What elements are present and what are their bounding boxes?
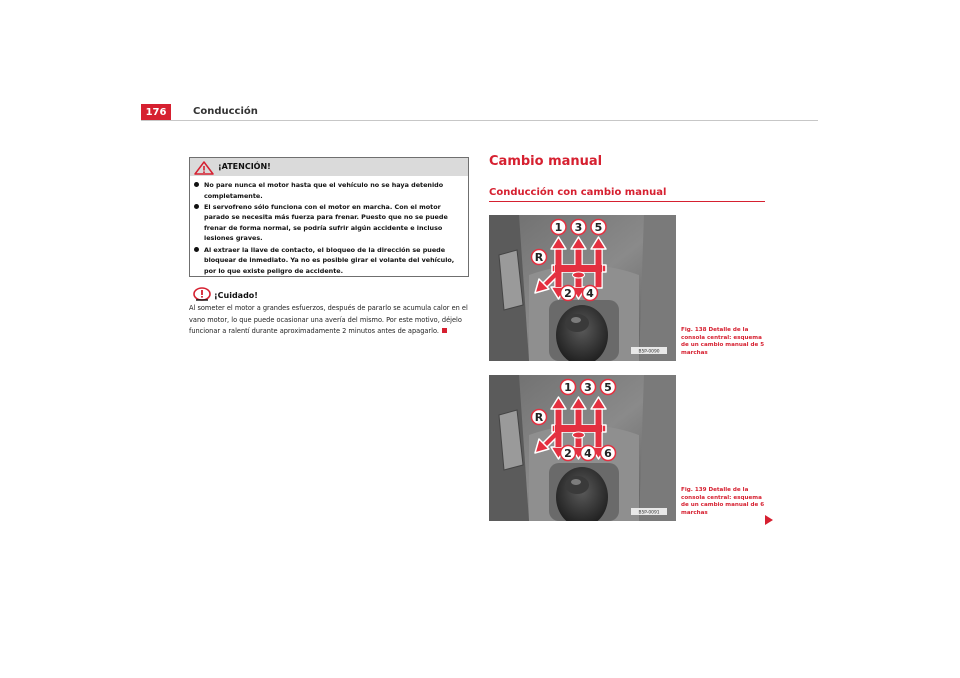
- chapter-title: Conducción: [193, 106, 258, 117]
- gear-label: 6: [604, 447, 612, 460]
- gear-label: 5: [604, 381, 612, 394]
- warning-title: ¡ATENCIÓN!: [218, 162, 271, 171]
- caution-text: [189, 303, 471, 338]
- figure-caption: Fig. 139 Detalle de la consola central: esquema de un cambio manual de 6 marchas: [681, 487, 765, 516]
- warning-box: [189, 157, 469, 277]
- subsection-title: Conducción con cambio manual: [489, 187, 667, 198]
- subsection-rule: [489, 201, 765, 202]
- gear-label: 1: [554, 221, 563, 234]
- caution-body: Al someter el motor a grandes esfuerzos, después de pararlo se acumula calor en el vano motor, lo que puede ocasionar una avería del mismo. Por este motivo, déjelo funcionar a ralentí durante aproximadamente 2 minutos antes de apagarlo.: [189, 304, 468, 336]
- warning-triangle-icon: [194, 160, 214, 179]
- warning-item-text: Al extraer la llave de contacto, el bloqueo de la dirección se puede bloquear de inmediato. Ya no es posible girar el volante del vehículo, por lo que existe peligro de accidente.: [204, 245, 455, 275]
- next-page-arrow-icon[interactable]: [764, 511, 774, 530]
- warning-header: [190, 158, 468, 176]
- warning-item-text: No pare nunca el motor hasta que el vehículo no se haya detenido completamente.: [204, 181, 444, 200]
- figure-6-speed-gearbox: [489, 375, 676, 521]
- section-title: Cambio manual: [489, 154, 603, 169]
- gear-label: 5: [594, 221, 603, 234]
- bullet-icon: [194, 247, 199, 252]
- gear-label: 3: [584, 381, 592, 394]
- warning-list: [193, 180, 466, 277]
- gear-label: 2: [564, 287, 572, 300]
- caution-title: ¡Cuidado!: [214, 291, 258, 300]
- warning-item: [193, 180, 466, 201]
- header-rule: [141, 120, 818, 121]
- warning-item: [193, 202, 466, 244]
- gear-label: 1: [564, 381, 572, 394]
- figure-5-speed-gearbox: [489, 215, 676, 361]
- gear-label: R: [534, 251, 544, 264]
- end-of-section-icon: [442, 328, 447, 333]
- figure-code: B5P-0091: [638, 510, 660, 516]
- figure-code: B5P-0090: [638, 349, 660, 355]
- gear-label: 3: [574, 221, 583, 234]
- figure-caption: Fig. 138 Detalle de la consola central: esquema de un cambio manual de 5 marchas: [681, 327, 765, 356]
- gear-label: 4: [584, 447, 592, 460]
- page-number: 176: [141, 104, 171, 121]
- gear-label: 2: [564, 447, 572, 460]
- bullet-icon: [194, 182, 199, 187]
- warning-item-text: El servofreno sólo funciona con el motor en marcha. Con el motor parado se necesita más fuerza para frenar. Puesto que no se puede frenar de forma normal, se podría sufrir algún accidente e incluso lesiones graves.: [204, 202, 448, 243]
- gear-label: 4: [586, 287, 594, 300]
- warning-item: [193, 245, 466, 277]
- bullet-icon: [194, 204, 199, 209]
- gear-label: R: [534, 411, 544, 424]
